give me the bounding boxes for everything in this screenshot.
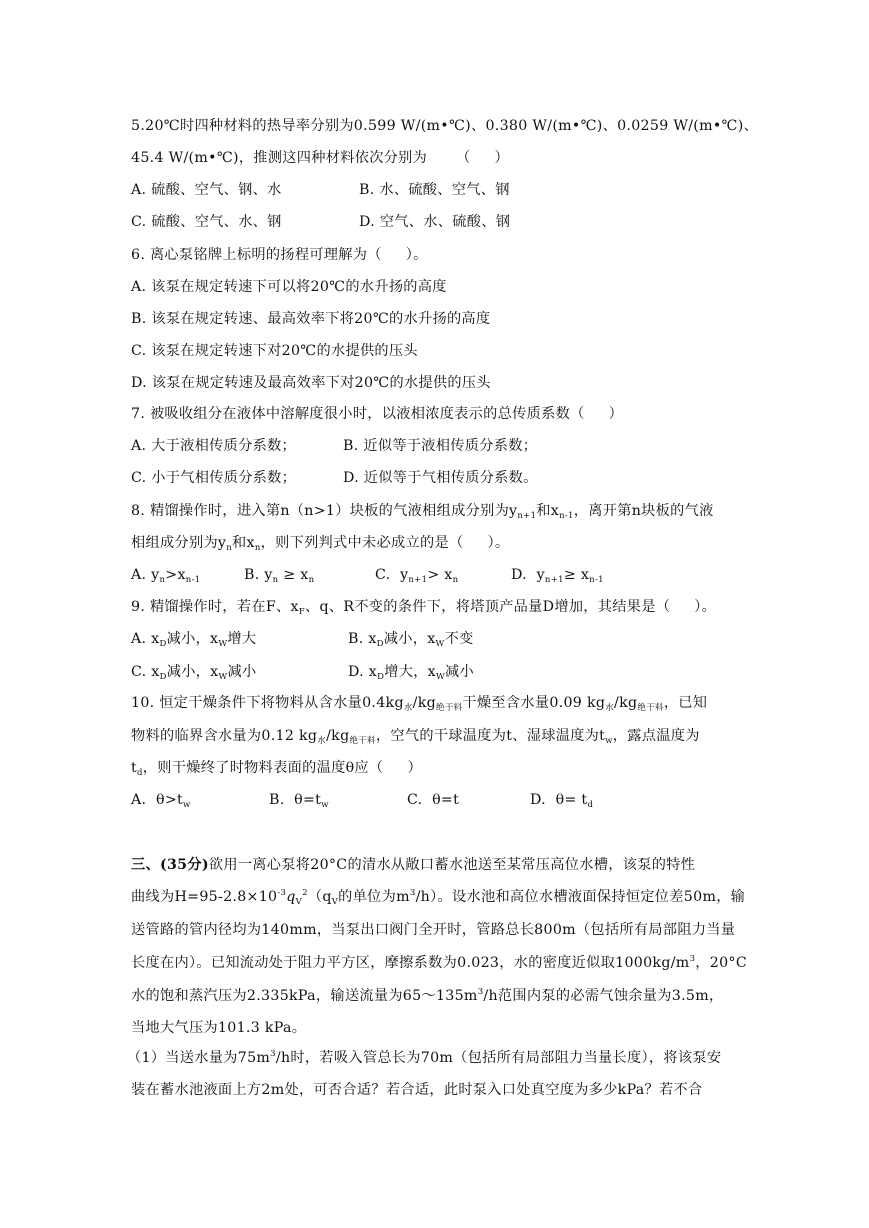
- q5-options-row1: [131, 180, 731, 200]
- q8-stem-line1: 8. 精馏操作时，进入第n（n>1）块板的气液相组成分别为$y_{n+1}$和$x_{n-1}$，离开第n块板的气液: [131, 503, 714, 521]
- s3-line6: 当地大气压为101.3 kPa。: [131, 1020, 307, 1036]
- q5-option-c: C. 硫酸、空气、水、钢: [131, 214, 282, 230]
- q6-option-b: B. 该泵在规定转速、最高效率下将20℃的水升扬的高度: [131, 311, 491, 327]
- q7-option-d: D. 近似等于气相传质分系数。: [343, 470, 538, 486]
- q7-option-b: B. 近似等于液相传质分系数；: [343, 438, 538, 454]
- q5-option-d: D. 空气、水、硫酸、钢: [359, 214, 511, 230]
- s3-line1: 三、(35分)欲用一离心泵将20°C的清水从敞口蓄水池送至某常压高位水槽，该泵的特性: [131, 857, 696, 873]
- q9-option-d: D. $x_D$增大，$x_W$减小: [348, 664, 475, 682]
- q8-option-c: C. $y_{n+1}> x_n$: [375, 567, 459, 585]
- q9-option-a: A. $x_D$减小，$x_W$增大: [131, 631, 257, 649]
- q7-stem: 7. 被吸收组分在液体中溶解度很小时，以液相浓度表示的总传质系数（ ）: [131, 406, 624, 422]
- q6-option-c: C. 该泵在规定转速下对20℃的水提供的压头: [131, 343, 418, 359]
- q10-options-row: [131, 790, 731, 810]
- s3-line7: （1）当送水量为$75m^3/h$时，若吸入管总长为70m（包括所有局部阻力当量长度），将该泵安: [127, 1049, 722, 1066]
- q8-option-a: A. $y_n>x_{n-1}$: [131, 567, 201, 585]
- q5-stem-line2: 45.4 W/(m•℃)，推测这四种材料依次分别为 （ ）: [131, 150, 510, 166]
- q5-stem-line1: 5.20℃时四种材料的热导率分别为0.599 W/(m•℃)、0.380 W/(m•℃)、0.0259 W/(m•℃)、: [131, 118, 759, 134]
- s3-line5: 水的饱和蒸汽压为2.335kPa，输送流量为$65\sim 135m^3/h$范围内泵的必需气蚀余量为3.5m，: [131, 987, 724, 1004]
- q9-options-row1: [131, 629, 731, 649]
- q10-option-b: B. $\theta=t_w$: [269, 792, 329, 810]
- q7-option-a: A. 大于液相传质分系数；: [131, 438, 297, 454]
- q5-option-b: B. 水、硫酸、空气、钢: [359, 182, 510, 198]
- q7-options-row2: [131, 468, 731, 488]
- q9-stem: 9. 精馏操作时，若在F、$x_F$、q、R不变的条件下，将塔顶产品量D增加，其结果是（ ）。: [131, 599, 717, 617]
- q6-stem: 6. 离心泵铭牌上标明的扬程可理解为（ ）。: [131, 247, 428, 263]
- q8-options-row: [131, 565, 731, 585]
- q9-options-row2: [131, 662, 731, 682]
- q6-option-d: D. 该泵在规定转速及最高效率下对20℃的水提供的压头: [131, 375, 491, 391]
- s3-line2: 曲线为$H=95-2.8\times 10^{-3}q_V^2(q_V$的单位为$m^3/h$）。设水池和高位水槽液面保持恒定位差50m，输: [131, 888, 746, 907]
- q7-options-row1: [131, 436, 731, 456]
- q8-stem-line2: 相组成分别为$y_n$和$x_n$，则下列判式中未必成立的是（ ）。: [131, 535, 510, 553]
- q7-option-c: C. 小于气相传质分系数；: [131, 470, 297, 486]
- q5-options-row2: [131, 212, 731, 232]
- s3-line4: 长度在内）。已知流动处于阻力平方区，摩擦系数为0.023，水的密度近似取$1000kg/m^3$，20°C: [131, 954, 747, 971]
- q10-option-a: A. $\theta>t_w$: [131, 792, 191, 810]
- s3-heading: 三、(35分): [131, 857, 209, 873]
- q10-option-c: C. θ=t: [407, 792, 460, 808]
- q9-option-c: C. $x_D$减小，$x_W$减小: [131, 664, 257, 682]
- q8-option-b: B. $y_n \ge x_n$: [244, 567, 315, 585]
- q10-stem-line3: $t_d$，则干燥终了时物料表面的温度θ应（ ）: [131, 760, 422, 778]
- q10-option-d: D. $\theta= t_d$: [530, 792, 594, 810]
- s3-line3: 送管路的管内径均为140mm，当泵出口阀门全开时，管路总长800m（包括所有局部阻力当量: [131, 922, 736, 938]
- q9-option-b: B. $x_D$减小，$x_W$不变: [348, 631, 474, 649]
- s3-line8: 装在蓄水池液面上方2m处，可否合适？若合适，此时泵入口处真空度为多少kPa？若不合: [131, 1082, 703, 1098]
- q6-option-a: A. 该泵在规定转速下可以将20℃的水升扬的高度: [131, 279, 447, 295]
- q10-stem-line2: 物料的临界含水量为0.12 $kg_水/kg_{绝干料}$，空气的干球温度为t、湿球温度为$t_w$，露点温度为: [131, 728, 700, 746]
- q5-option-a: A. 硫酸、空气、钢、水: [131, 182, 282, 198]
- q10-stem-line1: 10. 恒定干燥条件下将物料从含水量$0.4kg_水/kg_{绝干料}$干燥至含水量0.09 $kg_水/kg_{绝干料}$，已知: [131, 695, 708, 713]
- q8-option-d: D. $y_{n+1}\ge x_{n-1}$: [511, 567, 604, 585]
